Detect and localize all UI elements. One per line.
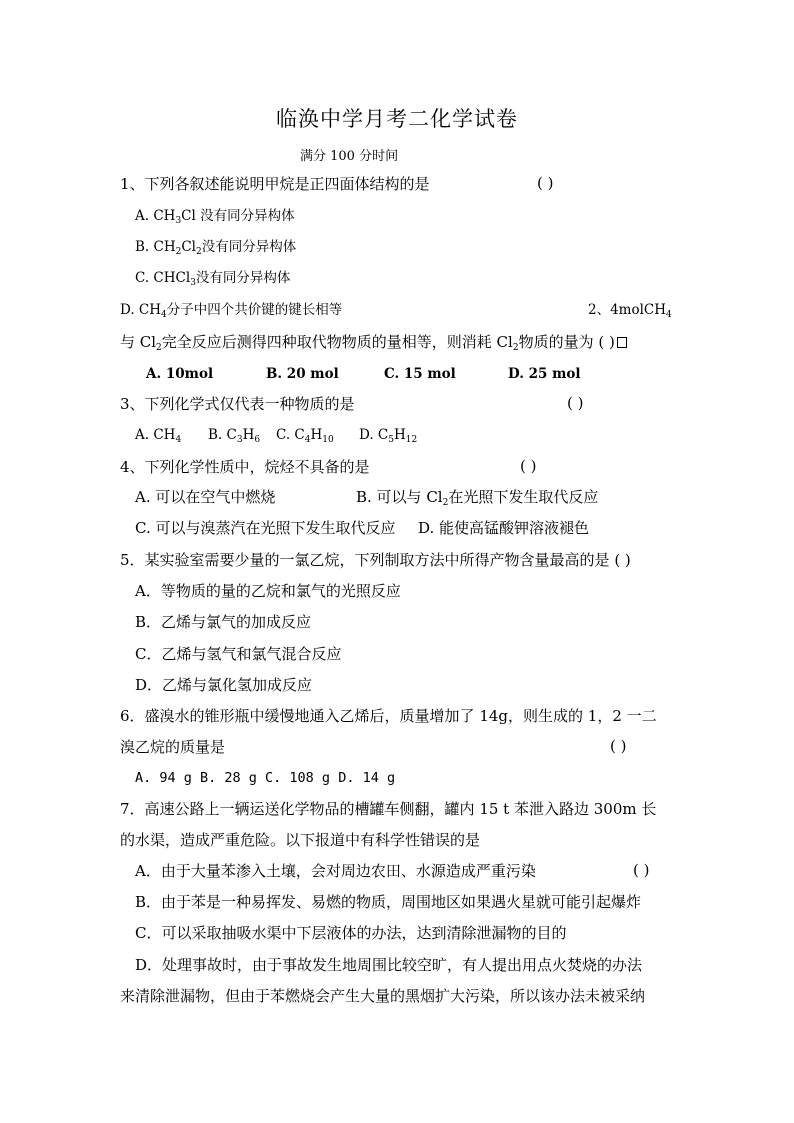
q4-option-c: C. 可以与溴蒸汽在光照下发生取代反应 — [135, 519, 396, 537]
q1-option-a-text: A. CH — [135, 208, 176, 224]
q2-stem-start-text: 2、4molCH — [588, 302, 667, 318]
page-subtitle: 满分 100 分时间 — [300, 149, 399, 164]
q1-option-d-text: D. CH — [120, 302, 162, 318]
q2-stem-start — [588, 300, 672, 320]
q7-option-b: B．由于苯是一种易挥发、易燃的物质，周围地区如果遇火星就可能引起爆炸 — [135, 893, 642, 911]
q2-line2-c: 物质的量为 ( ) — [518, 333, 615, 351]
q2-option-d: D. 25 mol — [508, 366, 581, 382]
q7-stem-line2: 的水渠，造成严重危险。以下报道中有科学性错误的是 — [120, 831, 481, 849]
subscript: 2 — [156, 343, 162, 353]
q1-option-c — [135, 268, 290, 288]
q5-option-a: A．等物质的量的乙烷和氯气的光照反应 — [135, 582, 401, 600]
q1-stem: 1、下列各叙述能说明甲烷是正四面体结构的是 — [120, 175, 430, 193]
q3-answer-paren: ( ) — [567, 394, 584, 412]
q1-option-b-rest: 没有同分异构体 — [201, 239, 297, 255]
q2-line2-b: 完全反应后测得四种取代物物质的量相等，则消耗 Cl — [161, 333, 513, 351]
q7-option-c: C．可以采取抽吸水渠中下层液体的办法，达到清除泄漏物的目的 — [135, 924, 567, 942]
q4-option-b-rest: 在光照下发生取代反应 — [448, 488, 599, 506]
q2-option-b: B. 20 mol — [266, 366, 339, 382]
q3-option-a — [135, 425, 181, 445]
q3-option-d — [359, 425, 417, 445]
subscript: 6 — [254, 435, 261, 445]
q2-option-a: A. 10mol — [146, 366, 214, 382]
subscript: 4 — [304, 435, 311, 445]
q5-stem: 5．某实验室需要少量的一氯乙烷，下列制取方法中所得产物含量最高的是 ( ) — [120, 551, 631, 569]
q3-option-c — [276, 425, 334, 445]
subscript: 4 — [175, 435, 182, 445]
q1-option-a — [135, 206, 295, 226]
page-title: 临涣中学月考二化学试卷 — [276, 107, 518, 131]
q3-option-b — [208, 425, 260, 445]
subscript: 3 — [175, 216, 182, 226]
q7-option-d-line1: D．处理事故时，由于事故发生地周围比较空旷，有人提出用点火焚烧的办法 — [135, 956, 643, 974]
q5-option-c: C．乙烯与氢气和氯气混合反应 — [135, 645, 342, 663]
subscript: 4 — [666, 310, 672, 320]
q7-option-a: A．由于大量苯渗入土壤，会对周边农田、水源造成严重污染 — [135, 862, 536, 880]
q6-stem-line2: 溴乙烷的质量是 — [120, 738, 226, 756]
subscript: 2 — [442, 498, 449, 508]
q1-answer-paren: ( ) — [537, 174, 554, 192]
q4-option-b — [356, 487, 598, 507]
subscript: 4 — [161, 310, 167, 320]
q3-option-c-mid: H — [310, 427, 323, 443]
q6-answer-paren: ( ) — [610, 737, 627, 755]
q6-stem-line1: 6．盛溴水的锥形瓶中缓慢地通入乙烯后，质量增加了 14g，则生成的 1，2 一二 — [120, 707, 657, 725]
q3-option-b-text: B. C — [208, 427, 237, 443]
q3-stem: 3、下列化学式仅代表一种物质的是 — [120, 395, 355, 413]
q5-option-b: B．乙烯与氯气的加成反应 — [135, 613, 312, 631]
q7-answer-paren: ( ) — [633, 861, 650, 879]
q3-option-d-mid: H — [394, 427, 406, 443]
q6-options: A. 94 g B. 28 g C. 108 g D. 14 g — [135, 770, 396, 786]
q3-option-c-text: C. C — [276, 427, 305, 443]
q2-option-c: C. 15 mol — [384, 366, 456, 382]
q7-option-d-line2: 来清除泄漏物，但由于苯燃烧会产生大量的黑烟扩大污染，所以该办法未被采纳 — [120, 987, 646, 1005]
q3-option-a-text: A. CH — [135, 427, 176, 443]
q2-line2-a: 与 Cl — [120, 333, 157, 351]
symbol-box-icon — [617, 337, 627, 348]
q1-option-b-mid: Cl — [181, 239, 196, 255]
subscript: 2 — [512, 343, 519, 353]
q3-option-d-text: D. C — [359, 427, 389, 443]
q1-option-c-rest: 没有同分异构体 — [195, 270, 291, 286]
q2-stem-line2 — [120, 332, 627, 352]
q1-option-c-text: C. CHCl — [135, 270, 191, 286]
subscript: 2 — [196, 247, 202, 257]
subscript: 2 — [175, 247, 182, 257]
q4-stem: 4、下列化学性质中，烷烃不具备的是 — [120, 458, 370, 476]
subscript: 5 — [388, 435, 394, 445]
q1-option-b — [135, 237, 296, 257]
q1-option-d-rest: 分子中四个共价键的键长相等 — [166, 302, 343, 318]
subscript: 3 — [236, 435, 243, 445]
q5-option-d: D．乙烯与氯化氢加成反应 — [135, 676, 313, 694]
q1-option-d — [120, 300, 342, 320]
subscript: 12 — [405, 435, 418, 445]
q7-stem-line1: 7．高速公路上一辆运送化学物品的槽罐车侧翻，罐内 15 t 苯泄入路边 300m 长 — [120, 800, 657, 818]
subscript: 10 — [322, 435, 334, 445]
q3-option-b-mid: H — [242, 427, 255, 443]
q1-option-b-text: B. CH — [135, 239, 176, 255]
q1-option-a-rest: Cl 没有同分异构体 — [181, 208, 295, 224]
q4-option-d: D. 能使高锰酸钾溶液褪色 — [418, 519, 590, 537]
q4-answer-paren: ( ) — [520, 457, 537, 475]
subscript: 3 — [190, 278, 196, 288]
q4-option-b-text: B. 可以与 Cl — [356, 488, 443, 506]
q4-option-a: A. 可以在空气中燃烧 — [135, 488, 276, 506]
